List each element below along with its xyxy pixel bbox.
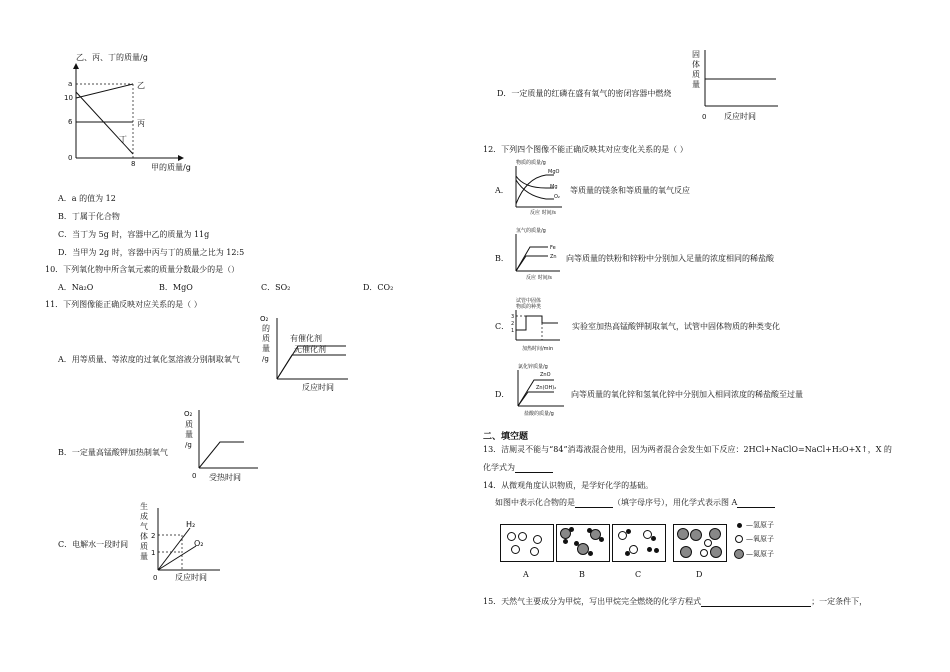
- q11b-ylabel-1: 质: [185, 420, 193, 429]
- q11c-ytick-1: 1: [151, 549, 156, 557]
- q11a-ylabel-2: 质: [262, 334, 270, 343]
- q11-option-b: B．一定量高锰酸钾加热制氧气: [58, 448, 168, 457]
- legend-oxygen: —氧原子: [746, 535, 774, 543]
- q12b-graph: [512, 226, 568, 284]
- q11-option-a: A．用等质量、等浓度的过氧化氢溶液分别制取氧气: [58, 355, 240, 364]
- q12d-letter: D．: [495, 390, 510, 399]
- q9-option-b: B．丁属于化合物: [58, 212, 120, 221]
- q11c-ylabel-0: 生: [140, 502, 148, 511]
- q12c-ylabel-1: 物质的种类: [516, 304, 542, 310]
- atom: [588, 551, 593, 556]
- atom: [677, 528, 689, 540]
- q10-stem: 10．下列氧化物中所含氧元素的质量分数最少的是（）: [45, 265, 240, 274]
- q11a-xlabel: 反应时间: [302, 383, 334, 392]
- atom: [507, 532, 516, 541]
- q10-option-b: B．MgO: [159, 283, 193, 292]
- q11c-ylabel-2: 气: [140, 522, 148, 531]
- q10-option-d: D．CO₂: [363, 283, 394, 292]
- q14-line-b: （填字母序号），用化学式表示图 A: [613, 498, 738, 507]
- q11c-ylabel-3: 体: [140, 532, 148, 541]
- q13-line2: [483, 463, 553, 473]
- molecule-box-a: [500, 524, 554, 562]
- q14-line: [495, 498, 775, 508]
- atom: [530, 547, 539, 556]
- q15-tail: ；一定条件下，: [811, 597, 868, 606]
- q15-answer-blank[interactable]: [701, 598, 811, 607]
- q12c-xlabel: 加热时间/min: [522, 346, 554, 352]
- q12c-graph: [508, 296, 572, 354]
- q12b-letter: B．: [495, 254, 509, 263]
- q11c-origin: 0: [153, 574, 158, 582]
- atom: [647, 547, 652, 552]
- q10-option-a: A．Na₂O: [58, 283, 94, 292]
- q12b-xlabel: 反应 时间/s: [526, 275, 552, 281]
- q11d-xlabel: 反应时间: [724, 112, 756, 121]
- atom: [626, 529, 631, 534]
- q11c-ytick-2: 2: [151, 532, 156, 540]
- legend-hydrogen: —氢原子: [746, 521, 774, 529]
- atom: [690, 529, 702, 541]
- q10-option-c: C．SO₂: [261, 283, 291, 292]
- q12c-ytick-2: 2: [511, 321, 515, 327]
- q11b-graph: [182, 408, 272, 488]
- q11b-xlabel: 受热时间: [209, 473, 241, 482]
- box-label-b: B: [579, 570, 585, 579]
- q11d-ylabel-3: 量: [692, 80, 700, 89]
- molecule-box-b: [556, 524, 610, 562]
- atom: [709, 528, 721, 540]
- q12a-xlabel: 反应 时间/s: [530, 210, 556, 216]
- atom: [518, 532, 527, 541]
- q11c-series-o2: O₂: [194, 539, 204, 548]
- q12b-text: 向等质量的铁粉和锌粉中分别加入足量的浓度相同的稀盐酸: [566, 254, 774, 263]
- graph1-series-yi: 乙: [137, 81, 145, 90]
- q13-answer-blank[interactable]: [515, 464, 553, 473]
- q12a-label-mgo: MgO: [548, 169, 560, 175]
- graph1-ytick-a: a: [68, 80, 73, 88]
- atom: [651, 536, 656, 541]
- q12a-ylabel: 物质的质量/g: [516, 160, 546, 166]
- q12c-text: 实验室加热高锰酸钾制取氧气，试管中固体物质的种类变化: [572, 322, 780, 331]
- q15-line: [483, 597, 867, 607]
- q12d-xlabel: 盐酸的质量/g: [524, 411, 554, 417]
- q12b-ylabel: 氢气的质量/g: [516, 228, 546, 234]
- q14-stem: 14．从微观角度认识物质，是学好化学的基础。: [483, 481, 654, 490]
- atom: [654, 548, 659, 553]
- q12-stem: 12．下列四个图像不能正确反映其对应变化关系的是（ ）: [483, 145, 688, 154]
- q11b-ylabel-0: O₂: [184, 410, 193, 418]
- q11d-ylabel-2: 质: [692, 70, 700, 79]
- q12d-label-zno: ZnO: [540, 372, 551, 378]
- graph1-xlabel: 甲的质量/g: [151, 163, 191, 172]
- q12b-label-zn: Zn: [550, 254, 557, 260]
- molecule-box-c: [612, 524, 666, 562]
- graph1-ylabel: 乙、丙、丁的质量/g: [76, 53, 148, 62]
- q11-option-c: C．电解水一段时间: [58, 540, 129, 549]
- q11a-curve1: 有催化剂: [290, 334, 322, 343]
- q11a-graph: [258, 313, 368, 393]
- q11-stem: 11．下列图像能正确反映对应关系的是（ ）: [45, 300, 202, 309]
- q11c-xlabel: 反应时间: [175, 573, 207, 582]
- atom: [710, 546, 722, 558]
- atom: [629, 545, 638, 554]
- q15-text: 15．天然气主要成分为甲烷，写出甲烷完全燃烧的化学方程式: [483, 597, 702, 606]
- q12c-ytick-3: 3: [511, 314, 515, 320]
- q12c-ytick-1: 1: [511, 328, 515, 334]
- q12d-ylabel: 氯化锌质量/g: [518, 364, 548, 370]
- legend-nitrogen-icon: [734, 549, 744, 559]
- q9-option-a: A．a 的值为 12: [58, 194, 116, 203]
- q9-option-c: C．当丁为 5g 时，容器中乙的质量为 11g: [58, 230, 210, 239]
- q9-option-d: D．当甲为 2g 时，容器中丙与丁的质量之比为 12:5: [58, 248, 245, 257]
- legend-oxygen-icon: [735, 535, 743, 543]
- atom: [704, 539, 712, 547]
- q11c-ylabel-5: 量: [140, 552, 148, 561]
- box-label-d: D: [696, 570, 703, 579]
- q12a-graph: [512, 158, 568, 216]
- q11c-ylabel-4: 质: [140, 542, 148, 551]
- q11a-ylabel-4: /g: [262, 355, 269, 363]
- mass-graph-1: [58, 52, 208, 177]
- q12d-label-znoh2: Zn(OH)₂: [536, 385, 557, 391]
- q11c-ylabel-1: 成: [140, 512, 148, 521]
- atom: [680, 546, 692, 558]
- legend-hydrogen-icon: [737, 523, 742, 528]
- atom: [700, 549, 708, 557]
- q11d-origin: 0: [702, 113, 707, 121]
- q11b-ylabel-2: 量: [185, 430, 193, 439]
- q14-answer-blank-2[interactable]: [737, 499, 775, 508]
- atom: [563, 539, 568, 544]
- q12d-graph: [512, 362, 576, 420]
- graph1-series-ding: 丁: [119, 135, 127, 144]
- atom: [599, 537, 604, 542]
- q11b-ylabel-3: /g: [185, 441, 192, 449]
- q11a-curve2: 无催化剂: [294, 345, 326, 354]
- atom: [511, 545, 520, 554]
- q13-line1: 13．洁厕灵不能与“84”消毒液混合使用，因为两者混合会发生如下反应：2HCl+NaClO=NaCl+H₂O+X↑，X 的: [483, 445, 892, 454]
- q11a-ylabel-0: O₂: [260, 315, 269, 323]
- q14-answer-blank-1[interactable]: [575, 499, 613, 508]
- q11-option-d: D．一定质量的红磷在盛有氧气的密闭容器中燃烧: [497, 89, 672, 98]
- graph1-ytick-0: 0: [68, 154, 73, 162]
- q11d-ylabel-1: 体: [692, 60, 700, 69]
- graph1-ytick-6: 6: [68, 118, 73, 126]
- atom: [569, 527, 574, 532]
- q12c-ylabel-0: 试管中固体: [516, 298, 542, 304]
- q12a-label-mg: Mg: [550, 184, 558, 190]
- section-2-heading: 二、填空题: [483, 432, 529, 442]
- q11c-graph: [138, 500, 238, 585]
- molecule-box-d: [673, 524, 727, 562]
- q12d-text: 向等质量的氧化锌和氢氧化锌中分别加入相同浓度的稀盐酸至过量: [571, 390, 803, 399]
- q11d-ylabel-0: 固: [692, 50, 700, 59]
- atom: [574, 541, 579, 546]
- atom: [533, 535, 542, 544]
- q11d-graph: [688, 48, 788, 124]
- graph1-series-bing: 丙: [137, 119, 145, 128]
- box-label-a: A: [523, 570, 529, 579]
- atom: [587, 528, 592, 533]
- legend-nitrogen: —氮原子: [746, 550, 774, 558]
- q14-line-a: 如图中表示化合物的是: [495, 498, 575, 507]
- q11a-ylabel-3: 量: [262, 344, 270, 353]
- q12c-letter: C．: [495, 322, 510, 331]
- q11c-series-h2: H₂: [186, 520, 196, 529]
- q12a-label-o2: O₂: [554, 194, 560, 200]
- atom: [625, 551, 630, 556]
- q13-line2-text: 化学式为: [483, 463, 515, 472]
- q11a-ylabel-1: 的: [262, 324, 270, 333]
- q12b-label-fe: Fe: [550, 245, 556, 251]
- q12a-text: 等质量的镁条和等质量的氧气反应: [570, 186, 690, 195]
- graph1-xtick-8: 8: [131, 160, 136, 168]
- q12a-letter: A．: [495, 186, 509, 195]
- graph1-ytick-10: 10: [64, 94, 73, 102]
- q11b-origin: 0: [192, 472, 197, 480]
- box-label-c: C: [635, 570, 642, 579]
